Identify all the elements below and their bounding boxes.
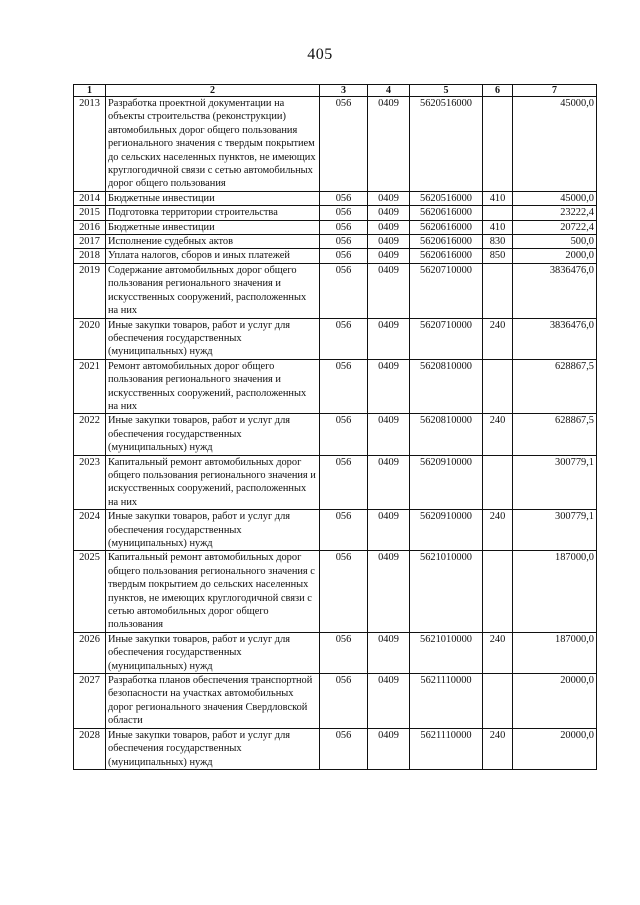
expense-type-cell: 240	[483, 414, 513, 455]
ministry-code-cell: 056	[320, 220, 368, 234]
amount-cell: 3836476,0	[513, 318, 597, 359]
target-code-cell: 5620810000	[410, 359, 483, 414]
item-name-cell: Исполнение судебных актов	[106, 235, 320, 249]
item-name-cell: Ремонт автомобильных дорог общего пользования регионального значения и искусственных сооружений, расположенных на них	[106, 359, 320, 414]
expense-type-cell: 410	[483, 191, 513, 205]
item-name-cell: Иные закупки товаров, работ и услуг для обеспечения государственных (муниципальных) нужд	[106, 510, 320, 551]
section-code-cell: 0409	[368, 263, 410, 318]
amount-cell: 45000,0	[513, 191, 597, 205]
table-row	[74, 455, 597, 510]
amount-cell: 500,0	[513, 235, 597, 249]
row-number-cell: 2025	[74, 551, 106, 632]
target-code-cell: 5620516000	[410, 97, 483, 192]
table-row	[74, 97, 597, 192]
ministry-code-cell: 056	[320, 191, 368, 205]
target-code-cell: 5621010000	[410, 632, 483, 673]
section-code-cell: 0409	[368, 414, 410, 455]
amount-cell: 20000,0	[513, 674, 597, 729]
expense-type-cell: 240	[483, 318, 513, 359]
expense-type-cell	[483, 97, 513, 192]
item-name-cell: Иные закупки товаров, работ и услуг для обеспечения государственных (муниципальных) нужд	[106, 318, 320, 359]
ministry-code-cell: 056	[320, 97, 368, 192]
table-row	[74, 359, 597, 414]
ministry-code-cell: 056	[320, 728, 368, 769]
table-row	[74, 235, 597, 249]
item-name-cell: Разработка проектной документации на объекты строительства (реконструкции) автомобильных дорог общего пользования регионального значения с твердым покрытием до сельских населенных пунктов, не имеющих круглогодичной связи с сетью автомобильных дорог общего пользования	[106, 97, 320, 192]
row-number-cell: 2013	[74, 97, 106, 192]
table-row	[74, 728, 597, 769]
expense-type-cell	[483, 455, 513, 510]
row-number-cell: 2014	[74, 191, 106, 205]
item-name-cell: Содержание автомобильных дорог общего пользования регионального значения и искусственных сооружений, расположенных на них	[106, 263, 320, 318]
row-number-cell: 2019	[74, 263, 106, 318]
ministry-code-cell: 056	[320, 674, 368, 729]
header-col-3: 3	[320, 85, 368, 97]
table-row	[74, 318, 597, 359]
row-number-cell: 2020	[74, 318, 106, 359]
item-name-cell: Иные закупки товаров, работ и услуг для обеспечения государственных (муниципальных) нужд	[106, 728, 320, 769]
amount-cell: 20000,0	[513, 728, 597, 769]
header-col-1: 1	[74, 85, 106, 97]
table-body	[74, 97, 597, 770]
table-row	[74, 249, 597, 263]
ministry-code-cell: 056	[320, 359, 368, 414]
amount-cell: 628867,5	[513, 414, 597, 455]
amount-cell: 628867,5	[513, 359, 597, 414]
target-code-cell: 5620616000	[410, 206, 483, 220]
header-col-4: 4	[368, 85, 410, 97]
expense-type-cell	[483, 551, 513, 632]
amount-cell: 45000,0	[513, 97, 597, 192]
ministry-code-cell: 056	[320, 318, 368, 359]
target-code-cell: 5620616000	[410, 220, 483, 234]
budget-table	[73, 84, 597, 770]
row-number-cell: 2018	[74, 249, 106, 263]
expense-type-cell: 830	[483, 235, 513, 249]
section-code-cell: 0409	[368, 191, 410, 205]
section-code-cell: 0409	[368, 728, 410, 769]
section-code-cell: 0409	[368, 97, 410, 192]
expense-type-cell: 410	[483, 220, 513, 234]
target-code-cell: 5621010000	[410, 551, 483, 632]
amount-cell: 187000,0	[513, 632, 597, 673]
ministry-code-cell: 056	[320, 551, 368, 632]
section-code-cell: 0409	[368, 220, 410, 234]
expense-type-cell: 240	[483, 728, 513, 769]
table-row	[74, 632, 597, 673]
ministry-code-cell: 056	[320, 510, 368, 551]
expense-type-cell	[483, 206, 513, 220]
section-code-cell: 0409	[368, 632, 410, 673]
item-name-cell: Подготовка территории строительства	[106, 206, 320, 220]
ministry-code-cell: 056	[320, 249, 368, 263]
amount-cell: 20722,4	[513, 220, 597, 234]
section-code-cell: 0409	[368, 249, 410, 263]
item-name-cell: Разработка планов обеспечения транспортной безопасности на участках автомобильных дорог регионального значения Свердловской области	[106, 674, 320, 729]
amount-cell: 2000,0	[513, 249, 597, 263]
row-number-cell: 2026	[74, 632, 106, 673]
section-code-cell: 0409	[368, 318, 410, 359]
target-code-cell: 5621110000	[410, 728, 483, 769]
target-code-cell: 5620616000	[410, 235, 483, 249]
expense-type-cell	[483, 674, 513, 729]
expense-type-cell	[483, 359, 513, 414]
row-number-cell: 2015	[74, 206, 106, 220]
amount-cell: 23222,4	[513, 206, 597, 220]
ministry-code-cell: 056	[320, 263, 368, 318]
target-code-cell: 5620710000	[410, 318, 483, 359]
table-row	[74, 510, 597, 551]
row-number-cell: 2028	[74, 728, 106, 769]
expense-type-cell: 850	[483, 249, 513, 263]
section-code-cell: 0409	[368, 235, 410, 249]
amount-cell: 3836476,0	[513, 263, 597, 318]
table-row	[74, 263, 597, 318]
amount-cell: 300779,1	[513, 455, 597, 510]
row-number-cell: 2027	[74, 674, 106, 729]
section-code-cell: 0409	[368, 674, 410, 729]
item-name-cell: Бюджетные инвестиции	[106, 220, 320, 234]
ministry-code-cell: 056	[320, 414, 368, 455]
expense-type-cell	[483, 263, 513, 318]
ministry-code-cell: 056	[320, 632, 368, 673]
table-row	[74, 191, 597, 205]
section-code-cell: 0409	[368, 551, 410, 632]
amount-cell: 300779,1	[513, 510, 597, 551]
item-name-cell: Капитальный ремонт автомобильных дорог общего пользования регионального значения и искусственных сооружений, расположенных на них	[106, 455, 320, 510]
row-number-cell: 2023	[74, 455, 106, 510]
page-number: 405	[307, 46, 333, 63]
item-name-cell: Иные закупки товаров, работ и услуг для обеспечения государственных (муниципальных) нужд	[106, 414, 320, 455]
ministry-code-cell: 056	[320, 206, 368, 220]
ministry-code-cell: 056	[320, 455, 368, 510]
header-col-6: 6	[483, 85, 513, 97]
header-col-7: 7	[513, 85, 597, 97]
target-code-cell: 5620616000	[410, 249, 483, 263]
table-row	[74, 674, 597, 729]
header-row	[74, 85, 597, 97]
section-code-cell: 0409	[368, 206, 410, 220]
ministry-code-cell: 056	[320, 235, 368, 249]
row-number-cell: 2021	[74, 359, 106, 414]
amount-cell: 187000,0	[513, 551, 597, 632]
table-row	[74, 220, 597, 234]
row-number-cell: 2016	[74, 220, 106, 234]
item-name-cell: Капитальный ремонт автомобильных дорог общего пользования регионального значения с твердым покрытием до сельских населенных пунктов, не имеющих круглогодичной связи с сетью автомобильных дорог общего пользования	[106, 551, 320, 632]
section-code-cell: 0409	[368, 455, 410, 510]
item-name-cell: Иные закупки товаров, работ и услуг для обеспечения государственных (муниципальных) нужд	[106, 632, 320, 673]
target-code-cell: 5620710000	[410, 263, 483, 318]
row-number-cell: 2017	[74, 235, 106, 249]
header-col-5: 5	[410, 85, 483, 97]
item-name-cell: Уплата налогов, сборов и иных платежей	[106, 249, 320, 263]
expense-type-cell: 240	[483, 632, 513, 673]
expense-type-cell: 240	[483, 510, 513, 551]
item-name-cell: Бюджетные инвестиции	[106, 191, 320, 205]
header-col-2: 2	[106, 85, 320, 97]
table-row	[74, 414, 597, 455]
target-code-cell: 5620910000	[410, 455, 483, 510]
table-row	[74, 551, 597, 632]
target-code-cell: 5620516000	[410, 191, 483, 205]
target-code-cell: 5621110000	[410, 674, 483, 729]
table-row	[74, 206, 597, 220]
target-code-cell: 5620910000	[410, 510, 483, 551]
row-number-cell: 2022	[74, 414, 106, 455]
section-code-cell: 0409	[368, 510, 410, 551]
row-number-cell: 2024	[74, 510, 106, 551]
section-code-cell: 0409	[368, 359, 410, 414]
target-code-cell: 5620810000	[410, 414, 483, 455]
